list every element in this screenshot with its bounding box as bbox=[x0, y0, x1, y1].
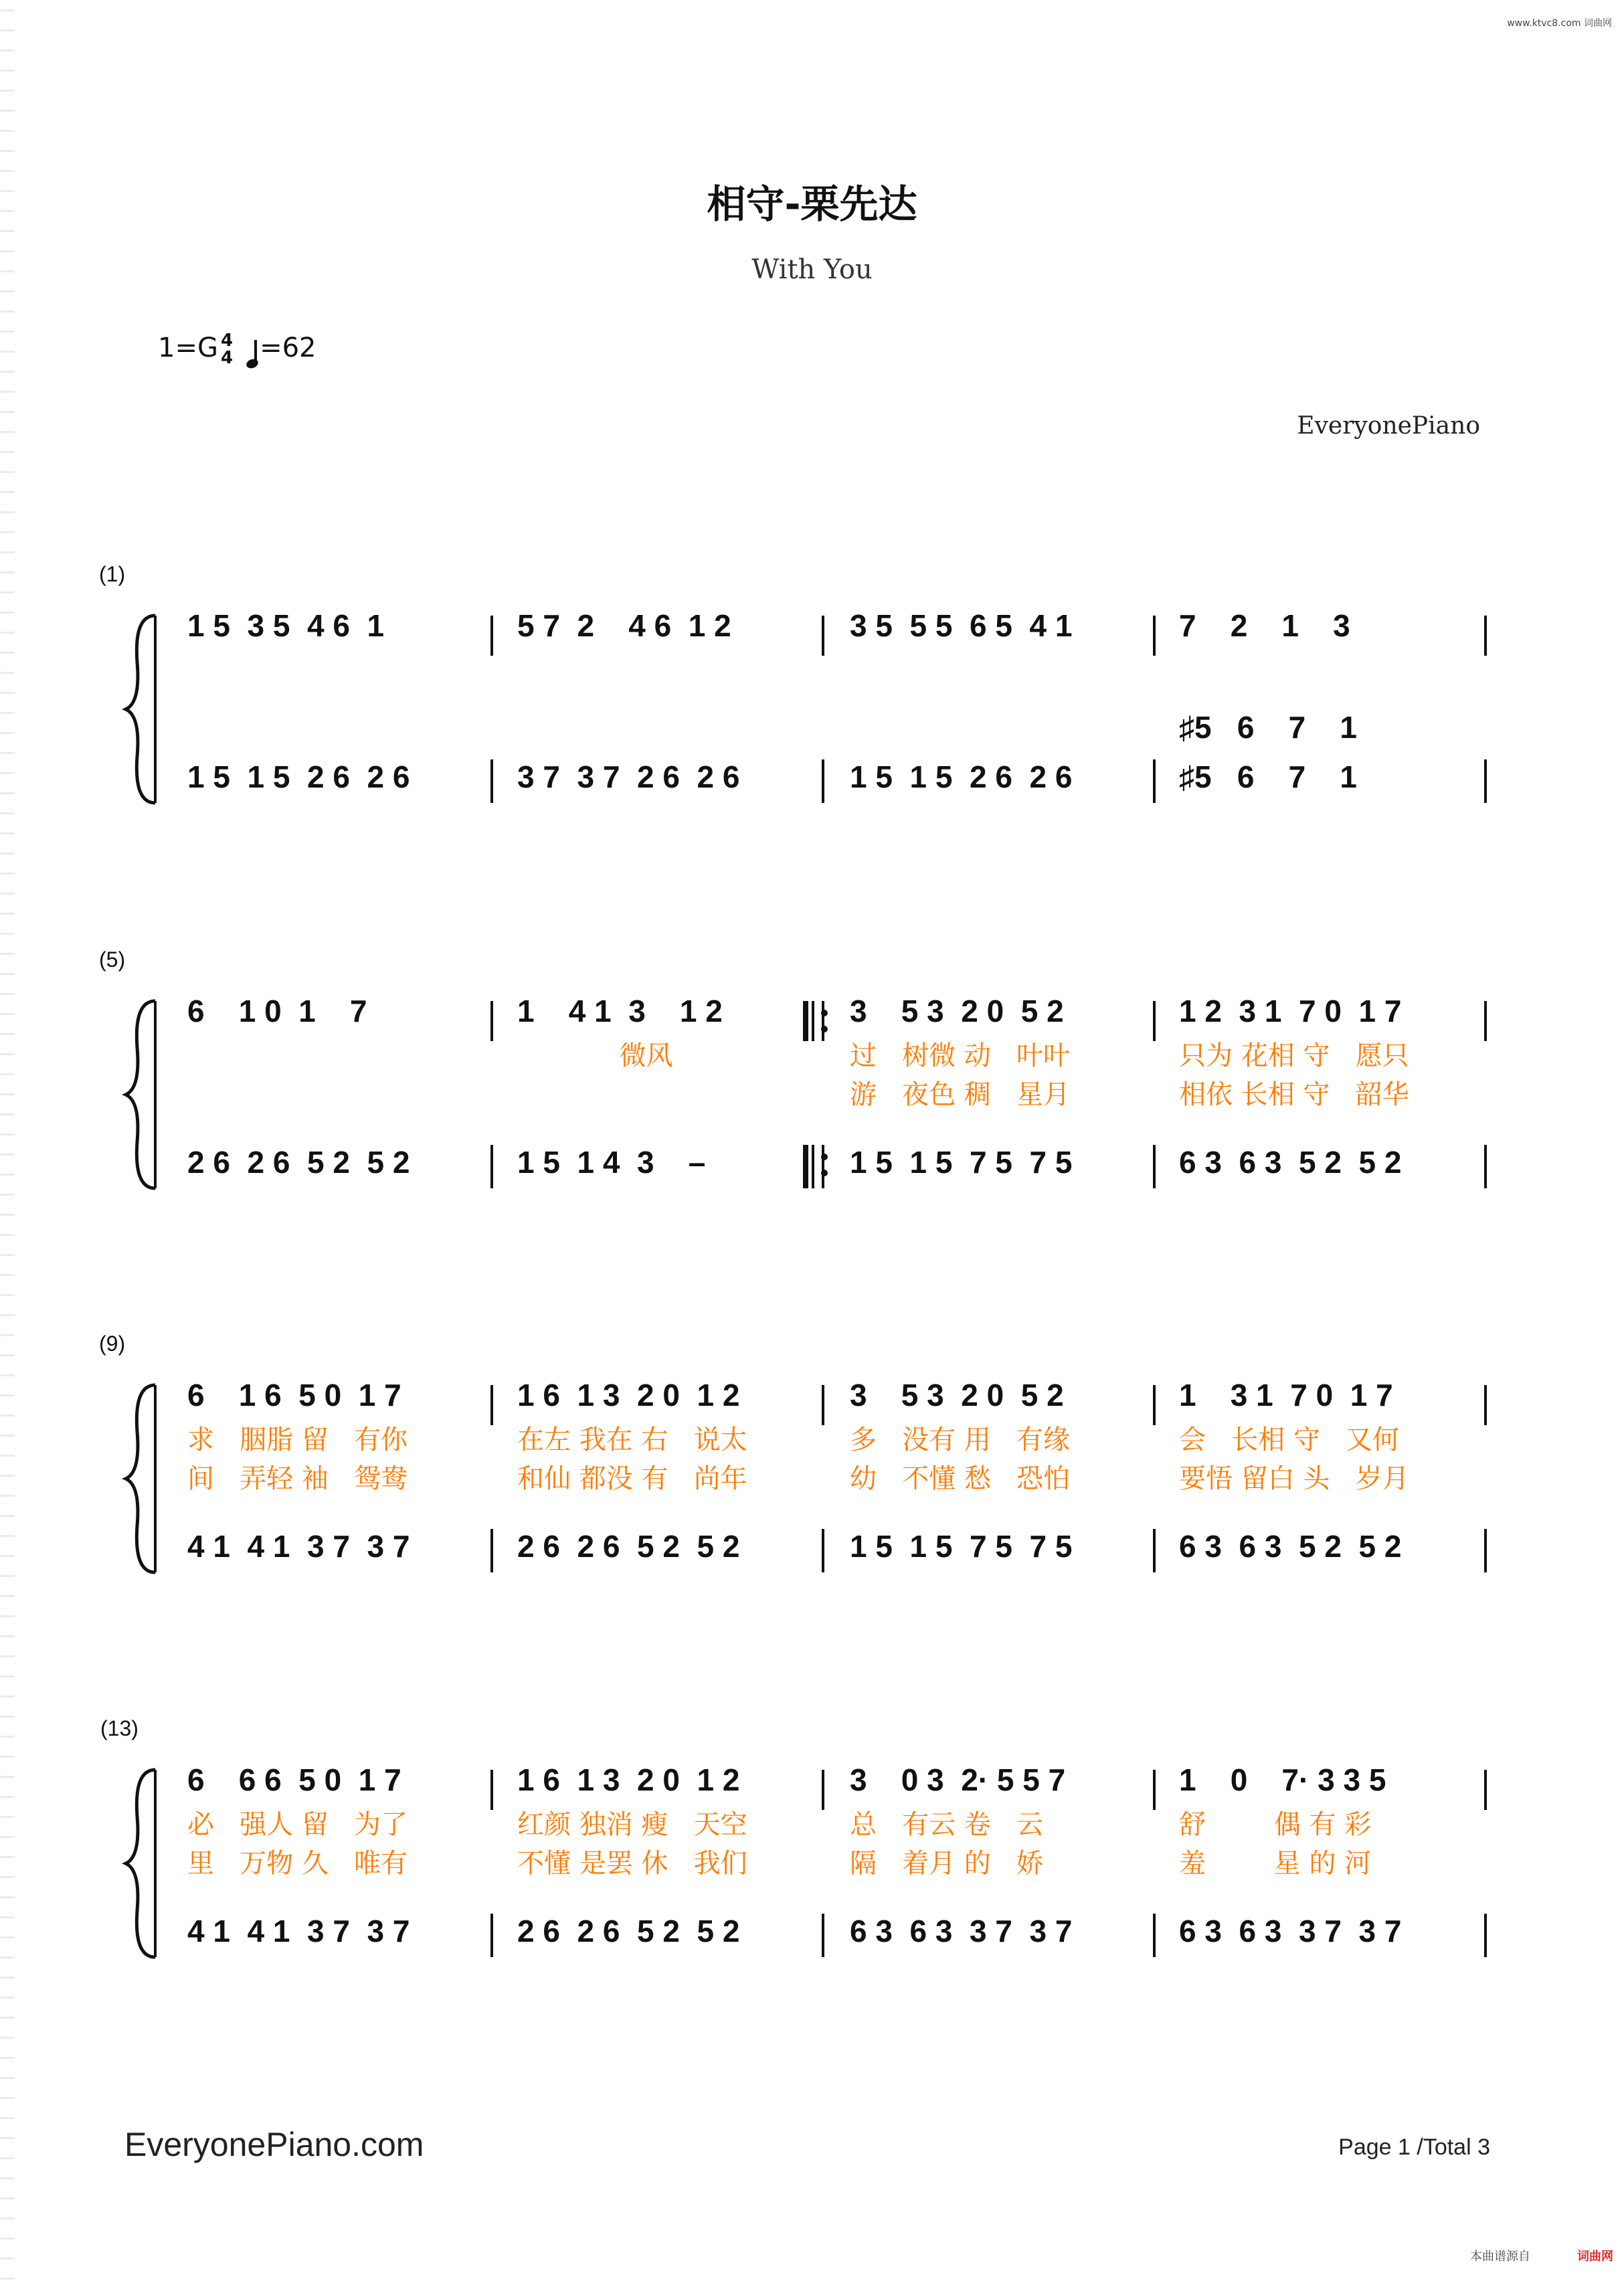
bass-measure: 1 5 1 5 2 6 2 6 bbox=[850, 759, 1073, 794]
bass-measure: 4 1 4 1 3 7 3 7 bbox=[187, 1914, 410, 1948]
repeat-dot bbox=[821, 1026, 828, 1032]
brace-icon bbox=[126, 616, 155, 803]
bass-measure: 1 5 1 5 7 5 7 5 bbox=[850, 1529, 1073, 1564]
system-number: (9) bbox=[99, 1332, 126, 1356]
lyric-line-1: 在左 我在 右 说太 bbox=[517, 1425, 747, 1455]
repeat-barline bbox=[812, 1001, 814, 1041]
melody-measure: 1 2 3 1 7 0 1 7 bbox=[1179, 994, 1402, 1028]
bass-measure: 2 6 2 6 5 2 5 2 bbox=[517, 1529, 740, 1564]
bass-measure: 6 3 6 3 3 7 3 7 bbox=[850, 1914, 1073, 1948]
quarter-note-icon bbox=[250, 340, 260, 367]
lyric-line-1: 多 没有 用 有缘 bbox=[850, 1425, 1071, 1455]
arranger-credit: EveryonePiano bbox=[1297, 412, 1480, 440]
source-url: www.ktvc8.com 词曲网 bbox=[1507, 18, 1612, 29]
brace-icon bbox=[126, 1385, 155, 1572]
key-signature: 1=G bbox=[158, 333, 218, 363]
melody-measure: 1 0 7· 3 3 5 bbox=[1179, 1762, 1386, 1797]
source-logo: 词曲网 bbox=[1577, 2250, 1613, 2264]
lyric-line-2: 要悟 留白 头 岁月 bbox=[1179, 1463, 1409, 1494]
repeat-barline bbox=[803, 1145, 808, 1188]
lyric-line-2: 不懂 是罢 休 我们 bbox=[517, 1848, 747, 1879]
lyric-line-1: 舒 偶 有 彩 bbox=[1179, 1809, 1372, 1840]
melody-measure: 3 5 5 5 6 5 4 1 bbox=[850, 608, 1073, 643]
song-subtitle: With You bbox=[751, 254, 873, 285]
melody-measure: 6 1 6 5 0 1 7 bbox=[187, 1378, 401, 1412]
bass-measure: 6 3 6 3 5 2 5 2 bbox=[1179, 1145, 1402, 1180]
melody-measure: 1 3 1 7 0 1 7 bbox=[1179, 1378, 1393, 1412]
lyric-line-2: 间 弄轻 袖 鸳鸯 bbox=[187, 1463, 408, 1494]
page-indicator: Page 1 /Total 3 bbox=[1338, 2134, 1490, 2160]
melody-measure: 1 6 1 3 2 0 1 2 bbox=[517, 1762, 740, 1797]
lyric-line-2: 隔 着月 的 娇 bbox=[850, 1848, 1044, 1879]
bass-measure: 4 1 4 1 3 7 3 7 bbox=[187, 1529, 410, 1564]
footer-site: EveryonePiano.com bbox=[124, 2126, 424, 2163]
lyric-line-2: 相依 长相 守 韶华 bbox=[1179, 1079, 1409, 1110]
melody-measure: 3 5 3 2 0 5 2 bbox=[850, 994, 1064, 1028]
system-number: (5) bbox=[99, 947, 126, 972]
lyric-line-2: 和仙 都没 有 尚年 bbox=[517, 1463, 747, 1494]
bass-measure: ♯5 6 7 1 bbox=[1179, 759, 1357, 794]
melody-measure: 6 1 0 1 7 bbox=[187, 994, 367, 1028]
repeat-dot bbox=[821, 1010, 828, 1016]
lyric-line-1: 微风 bbox=[517, 1040, 673, 1071]
bass-measure: 3 7 3 7 2 6 2 6 bbox=[517, 759, 740, 794]
time-signature: 4 4 bbox=[220, 331, 234, 368]
bass-measure: 1 5 1 5 2 6 2 6 bbox=[187, 759, 410, 794]
lyric-line-2: 幼 不懂 愁 恐怕 bbox=[850, 1463, 1071, 1494]
melody-measure: 5 7 2 4 6 1 2 bbox=[517, 608, 731, 643]
bass-measure: 6 3 6 3 3 7 3 7 bbox=[1179, 1914, 1402, 1948]
tempo-value: =62 bbox=[260, 333, 317, 363]
song-title: 相守-栗先达 bbox=[707, 181, 917, 227]
melody-measure: 7 2 1 3 bbox=[1179, 608, 1350, 643]
bass-upper-voice: ♯5 6 7 1 bbox=[1179, 710, 1357, 745]
melody-measure: 1 5 3 5 4 6 1 bbox=[187, 608, 385, 643]
lyric-line-1: 过 树微 动 叶叶 bbox=[850, 1040, 1071, 1071]
melody-measure: 1 6 1 3 2 0 1 2 bbox=[517, 1378, 740, 1412]
repeat-barline bbox=[812, 1145, 814, 1188]
melody-measure: 3 0 3 2· 5 5 7 bbox=[850, 1762, 1066, 1797]
lyric-line-1: 总 有云 卷 云 bbox=[850, 1809, 1044, 1840]
repeat-dot bbox=[821, 1154, 828, 1160]
bass-measure: 6 3 6 3 5 2 5 2 bbox=[1179, 1529, 1402, 1564]
bass-measure: 1 5 1 5 7 5 7 5 bbox=[850, 1145, 1073, 1180]
repeat-barline bbox=[803, 1001, 808, 1041]
source-tag: 本曲谱源自 bbox=[1470, 2250, 1530, 2264]
lyric-line-1: 会 长相 守 又何 bbox=[1179, 1425, 1400, 1455]
brace-icon bbox=[126, 1001, 155, 1188]
lyric-line-1: 只为 花相 守 愿只 bbox=[1179, 1040, 1409, 1071]
lyric-line-2: 游 夜色 稠 星月 bbox=[850, 1079, 1071, 1110]
brace-icon bbox=[126, 1770, 155, 1957]
system-number: (13) bbox=[100, 1716, 139, 1740]
bass-measure: 1 5 1 4 3 – bbox=[517, 1145, 706, 1180]
system-number: (1) bbox=[99, 562, 126, 586]
bass-measure: 2 6 2 6 5 2 5 2 bbox=[187, 1145, 410, 1180]
bass-measure: 2 6 2 6 5 2 5 2 bbox=[517, 1914, 740, 1948]
lyric-line-2: 里 万物 久 唯有 bbox=[187, 1848, 408, 1879]
repeat-dot bbox=[821, 1170, 828, 1176]
melody-measure: 6 6 6 5 0 1 7 bbox=[187, 1762, 401, 1797]
lyric-line-1: 求 胭脂 留 有你 bbox=[187, 1425, 408, 1455]
melody-measure: 1 4 1 3 1 2 bbox=[517, 994, 723, 1028]
lyric-line-1: 必 强人 留 为了 bbox=[187, 1809, 408, 1840]
key-tempo-line bbox=[158, 332, 316, 367]
lyric-line-1: 红颜 独消 瘦 天空 bbox=[517, 1809, 747, 1840]
melody-measure: 3 5 3 2 0 5 2 bbox=[850, 1378, 1064, 1412]
lyric-line-2: 羞 星 的 河 bbox=[1179, 1848, 1372, 1879]
